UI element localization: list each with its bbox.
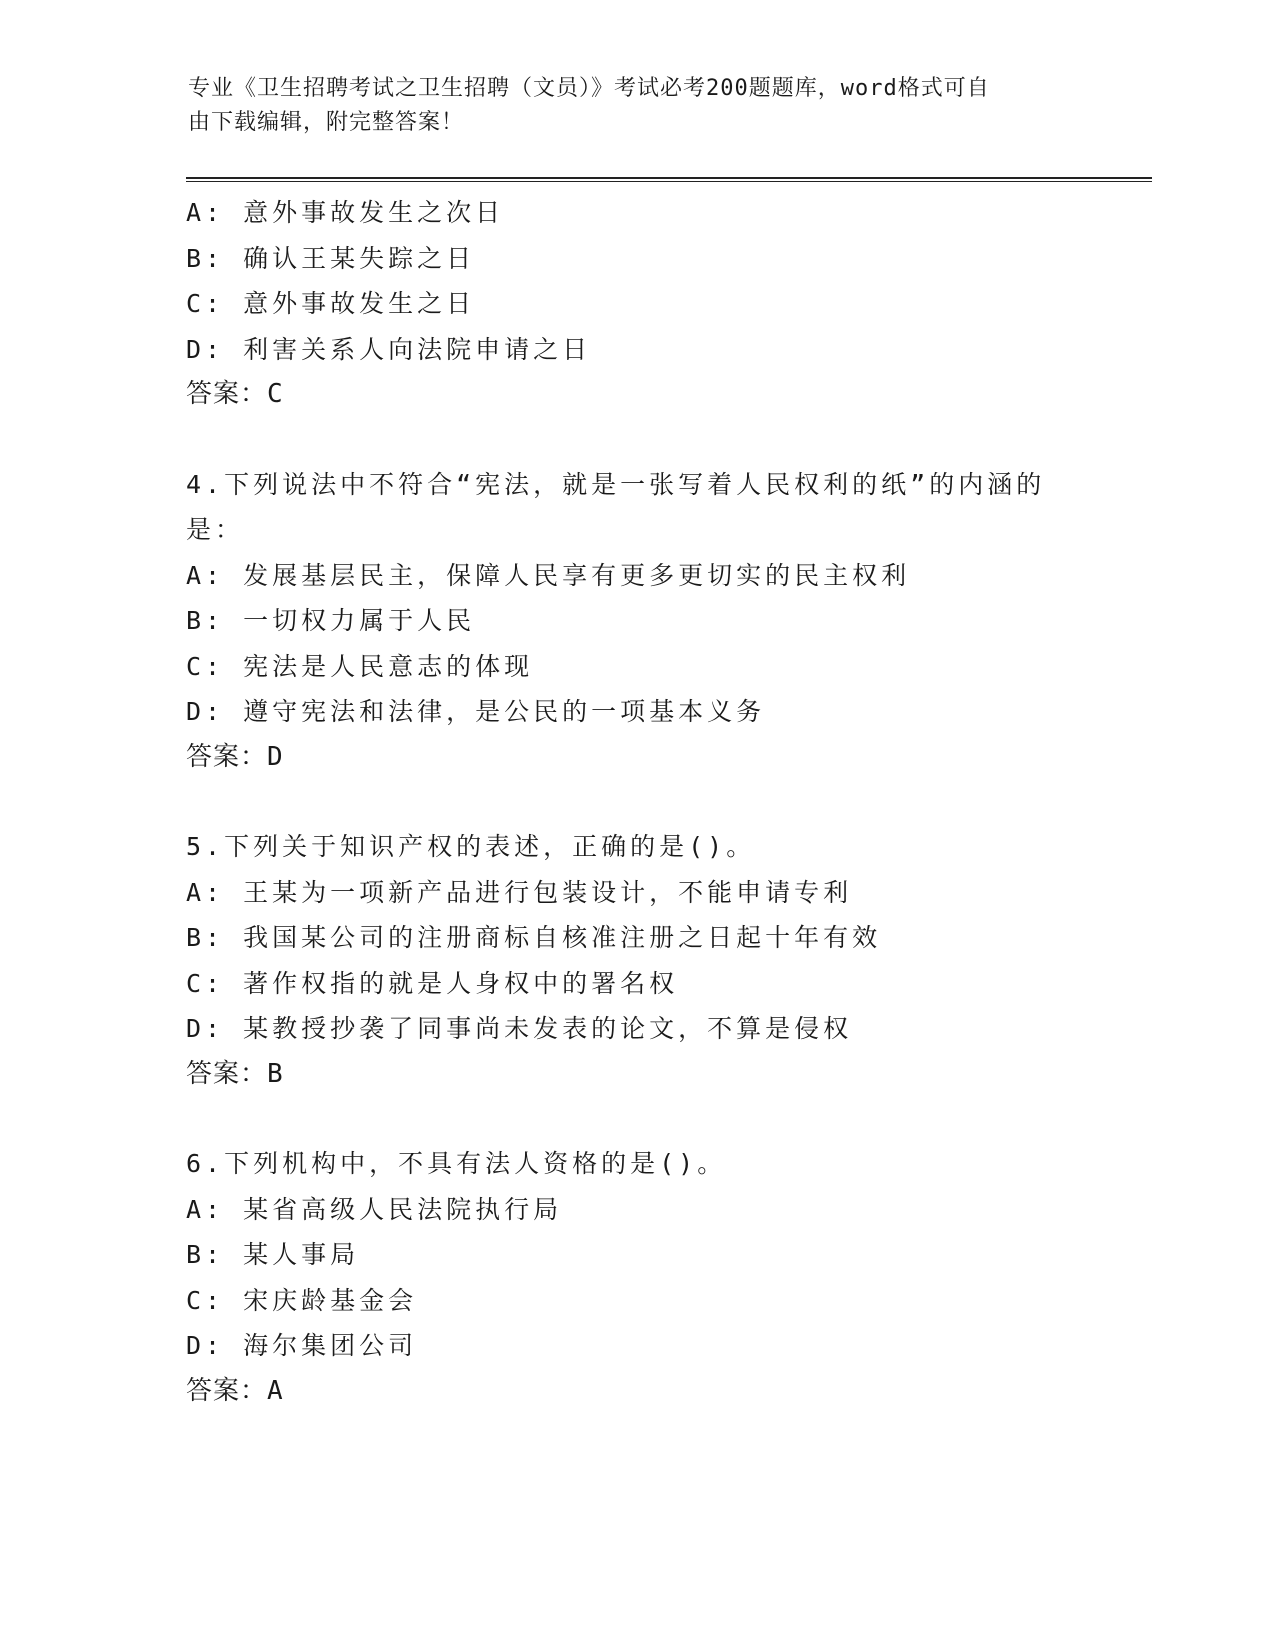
answer-line: [186, 372, 1146, 418]
option-a: A: 王某为一项新产品进行包装设计，不能申请专利: [186, 877, 853, 907]
option-c: C: 著作权指的就是人身权中的署名权: [186, 968, 679, 998]
option-a: A: 发展基层民主，保障人民享有更多更切实的民主权利: [186, 560, 911, 590]
question-3: [186, 190, 1146, 418]
question-4: [186, 462, 1146, 781]
option-d: D: 某教授抄袭了同事尚未发表的论文，不算是侵权: [186, 1014, 853, 1043]
option-a: A: 意外事故发生之次日: [186, 198, 505, 227]
question-text: 6.下列机构中，不具有法人资格的是()。: [186, 1149, 727, 1178]
option-b: B: 我国某公司的注册商标自核准注册之日起十年有效: [186, 923, 882, 952]
option-c: C: 意外事故发生之日: [186, 289, 476, 318]
answer-line: [186, 1052, 1146, 1098]
option-d: D: 海尔集团公司: [186, 1331, 418, 1360]
answer-label: 答案：: [186, 1058, 268, 1089]
answer-value: C: [267, 379, 284, 409]
answer-label: 答案：: [186, 1375, 268, 1406]
option-d: D: 遵守宪法和法律，是公民的一项基本义务: [186, 697, 766, 726]
question-spacer: [186, 1097, 1146, 1141]
option-b: B: 一切权力属于人民: [186, 606, 476, 635]
question-text: 4.下列说法中不符合“宪法，就是一张写着人民权利的纸”的内涵的: [186, 469, 1046, 499]
answer-value: D: [267, 741, 284, 772]
document-header: [188, 72, 1088, 140]
answer-label: 答案：: [186, 741, 268, 772]
question-6: [186, 1141, 1146, 1414]
option-a: A: 某省高级人民法院执行局: [186, 1194, 563, 1224]
answer-value: B: [267, 1058, 284, 1089]
option-b: B: 某人事局: [186, 1240, 360, 1269]
answer-line: [186, 735, 1146, 781]
answer-label: 答案：: [186, 379, 268, 409]
option-d: D: 利害关系人向法院申请之日: [186, 334, 592, 364]
option-c: C: 宪法是人民意志的体现: [186, 651, 534, 681]
header-line-2: 由下载编辑，附完整答案！: [188, 110, 465, 135]
question-text-cont: 是：: [186, 515, 245, 544]
question-list: [186, 190, 1146, 1414]
answer-value: A: [267, 1375, 284, 1406]
question-text: 5.下列关于知识产权的表述，正确的是()。: [186, 832, 756, 861]
question-spacer: [186, 780, 1146, 824]
option-b: B: 确认王某失踪之日: [186, 243, 476, 273]
question-5: [186, 824, 1146, 1097]
answer-line: [186, 1369, 1146, 1415]
header-line-1: 专业《卫生招聘考试之卫生招聘（文员）》考试必考200题题库，word格式可自: [188, 76, 990, 101]
option-c: C: 宋庆龄基金会: [186, 1285, 418, 1315]
header-divider: [186, 177, 1152, 182]
question-spacer: [186, 418, 1146, 462]
